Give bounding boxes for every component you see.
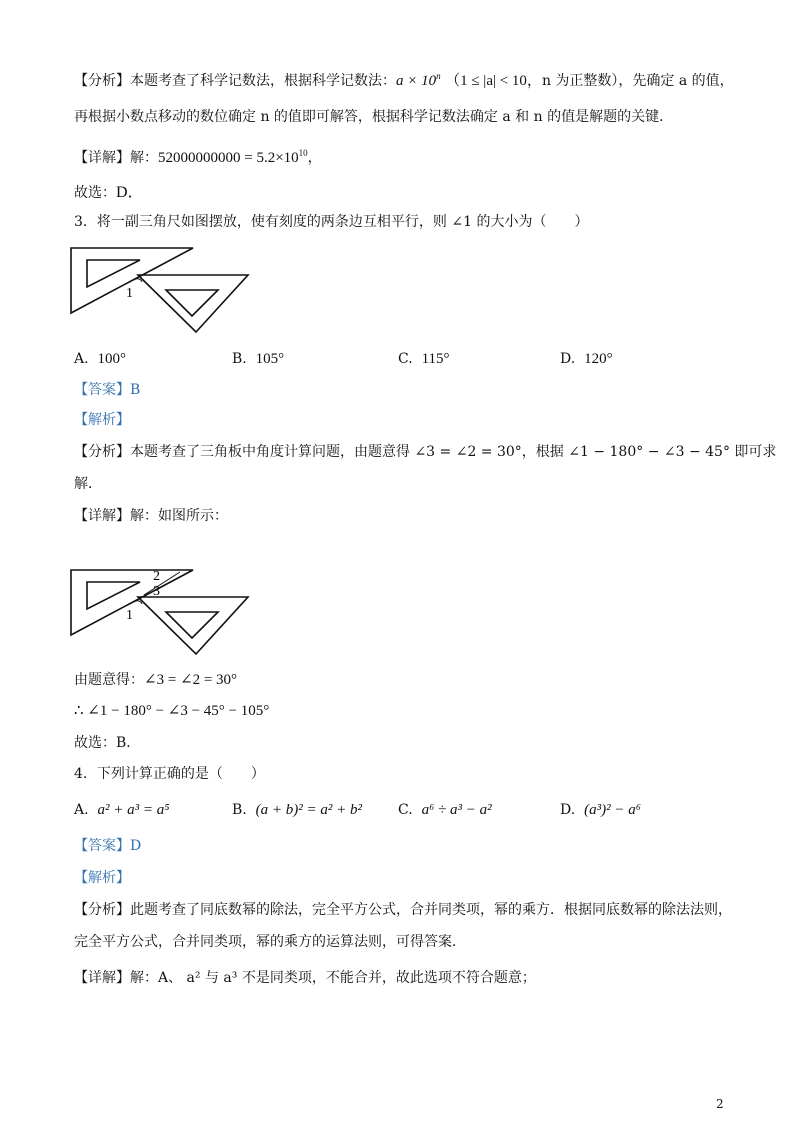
page-number: 2 xyxy=(716,1097,724,1111)
q3-answer: 【答案】B xyxy=(74,382,141,398)
q3-choice: 故选：B． xyxy=(74,735,141,751)
q2-analysis-line1 xyxy=(74,71,734,91)
q4-answer: 【答案】D xyxy=(74,838,142,854)
auxiliary-line xyxy=(144,572,180,595)
q4-option-a: A. a² + a³ = a⁵ xyxy=(74,802,170,818)
big-triangle-outer xyxy=(71,248,193,313)
small-triangle-inner xyxy=(166,290,218,316)
q4-jiexi: 【解析】 xyxy=(74,870,130,886)
small-triangle-outer xyxy=(138,275,248,332)
q4-analysis-line2: 完全平方公式，合并同类项，幂的乘方的运算法则，可得答案． xyxy=(74,934,466,950)
q3-analysis-line1: 【分析】本题考查了三角板中角度计算问题，由题意得 ∠3 = ∠2 = 30°，根据 ∠1 − 180° − ∠3 − 45° 即可求 xyxy=(74,444,777,460)
sci-notation-formula: $a \times 10^n$ xyxy=(396,71,441,89)
q3-option-b: B. 105° xyxy=(232,351,285,367)
q3-option-c: C. 115° xyxy=(398,351,450,367)
q3-step1: 由题意得：∠3 = ∠2 = 30° xyxy=(74,672,238,688)
q2-detail: 【详解】解：$52000000000 = 5.2\times 10^{10}$， xyxy=(74,148,322,166)
angle-label-3: 3 xyxy=(153,584,160,599)
analysis-text: 【分析】本题考查了科学记数法，根据科学记数法： xyxy=(74,73,396,89)
q3-jiexi: 【解析】 xyxy=(74,412,130,428)
angle-label-1: 1 xyxy=(126,286,133,301)
q3-analysis-line2: 解． xyxy=(74,476,102,492)
q3-step2: ∴ ∠1 − 180° − ∠3 − 45° − 105° xyxy=(74,703,270,719)
analysis-text-tail: n 为正整数），先确定 a 的值， xyxy=(541,73,734,89)
q3-stem: 3．将一副三角尺如图摆放，使有刻度的两条边互相平行，则 ∠1 的大小为（ ） xyxy=(74,214,589,230)
q4-option-b: B. (a + b)² = a² + b² xyxy=(232,802,363,818)
q4-stem: 4．下列计算正确的是（ ） xyxy=(74,766,265,782)
q3-detail: 【详解】解：如图所示： xyxy=(74,508,228,524)
q3-option-d: D. 120° xyxy=(560,351,613,367)
q3-option-a: A. 100° xyxy=(74,351,126,367)
triangle-rulers-figure-annotated xyxy=(68,562,258,662)
q4-option-d: D. (a³)² − a⁶ xyxy=(560,802,641,818)
q4-detail: 【详解】解：A、 a² 与 a³ 不是同类项，不能合并，故此选项不符合题意； xyxy=(74,970,536,986)
big-triangle-inner xyxy=(87,260,140,287)
q2-choice: 故选：D． xyxy=(74,184,144,201)
condition-text: （1 ≤ |a| < 10， xyxy=(445,73,542,89)
angle-label-1: 1 xyxy=(126,608,133,623)
triangle-rulers-figure xyxy=(68,240,258,340)
q4-option-c: C. a⁶ ÷ a³ − a² xyxy=(398,802,492,818)
angle1-arc xyxy=(134,279,142,282)
detail-formula: $52000000000 = 5.2\times 10^{10}$ xyxy=(158,148,308,166)
angle-label-2: 2 xyxy=(153,569,160,584)
q2-analysis-line2: 再根据小数点移动的数位确定 n 的值即可解答，根据科学记数法确定 a 和 n 的值是解题的关键． xyxy=(74,109,674,125)
q4-analysis-line1: 【分析】此题考查了同底数幂的除法，完全平方公式，合并同类项，幂的乘方．根据同底数幂的除法法则， xyxy=(74,902,732,918)
